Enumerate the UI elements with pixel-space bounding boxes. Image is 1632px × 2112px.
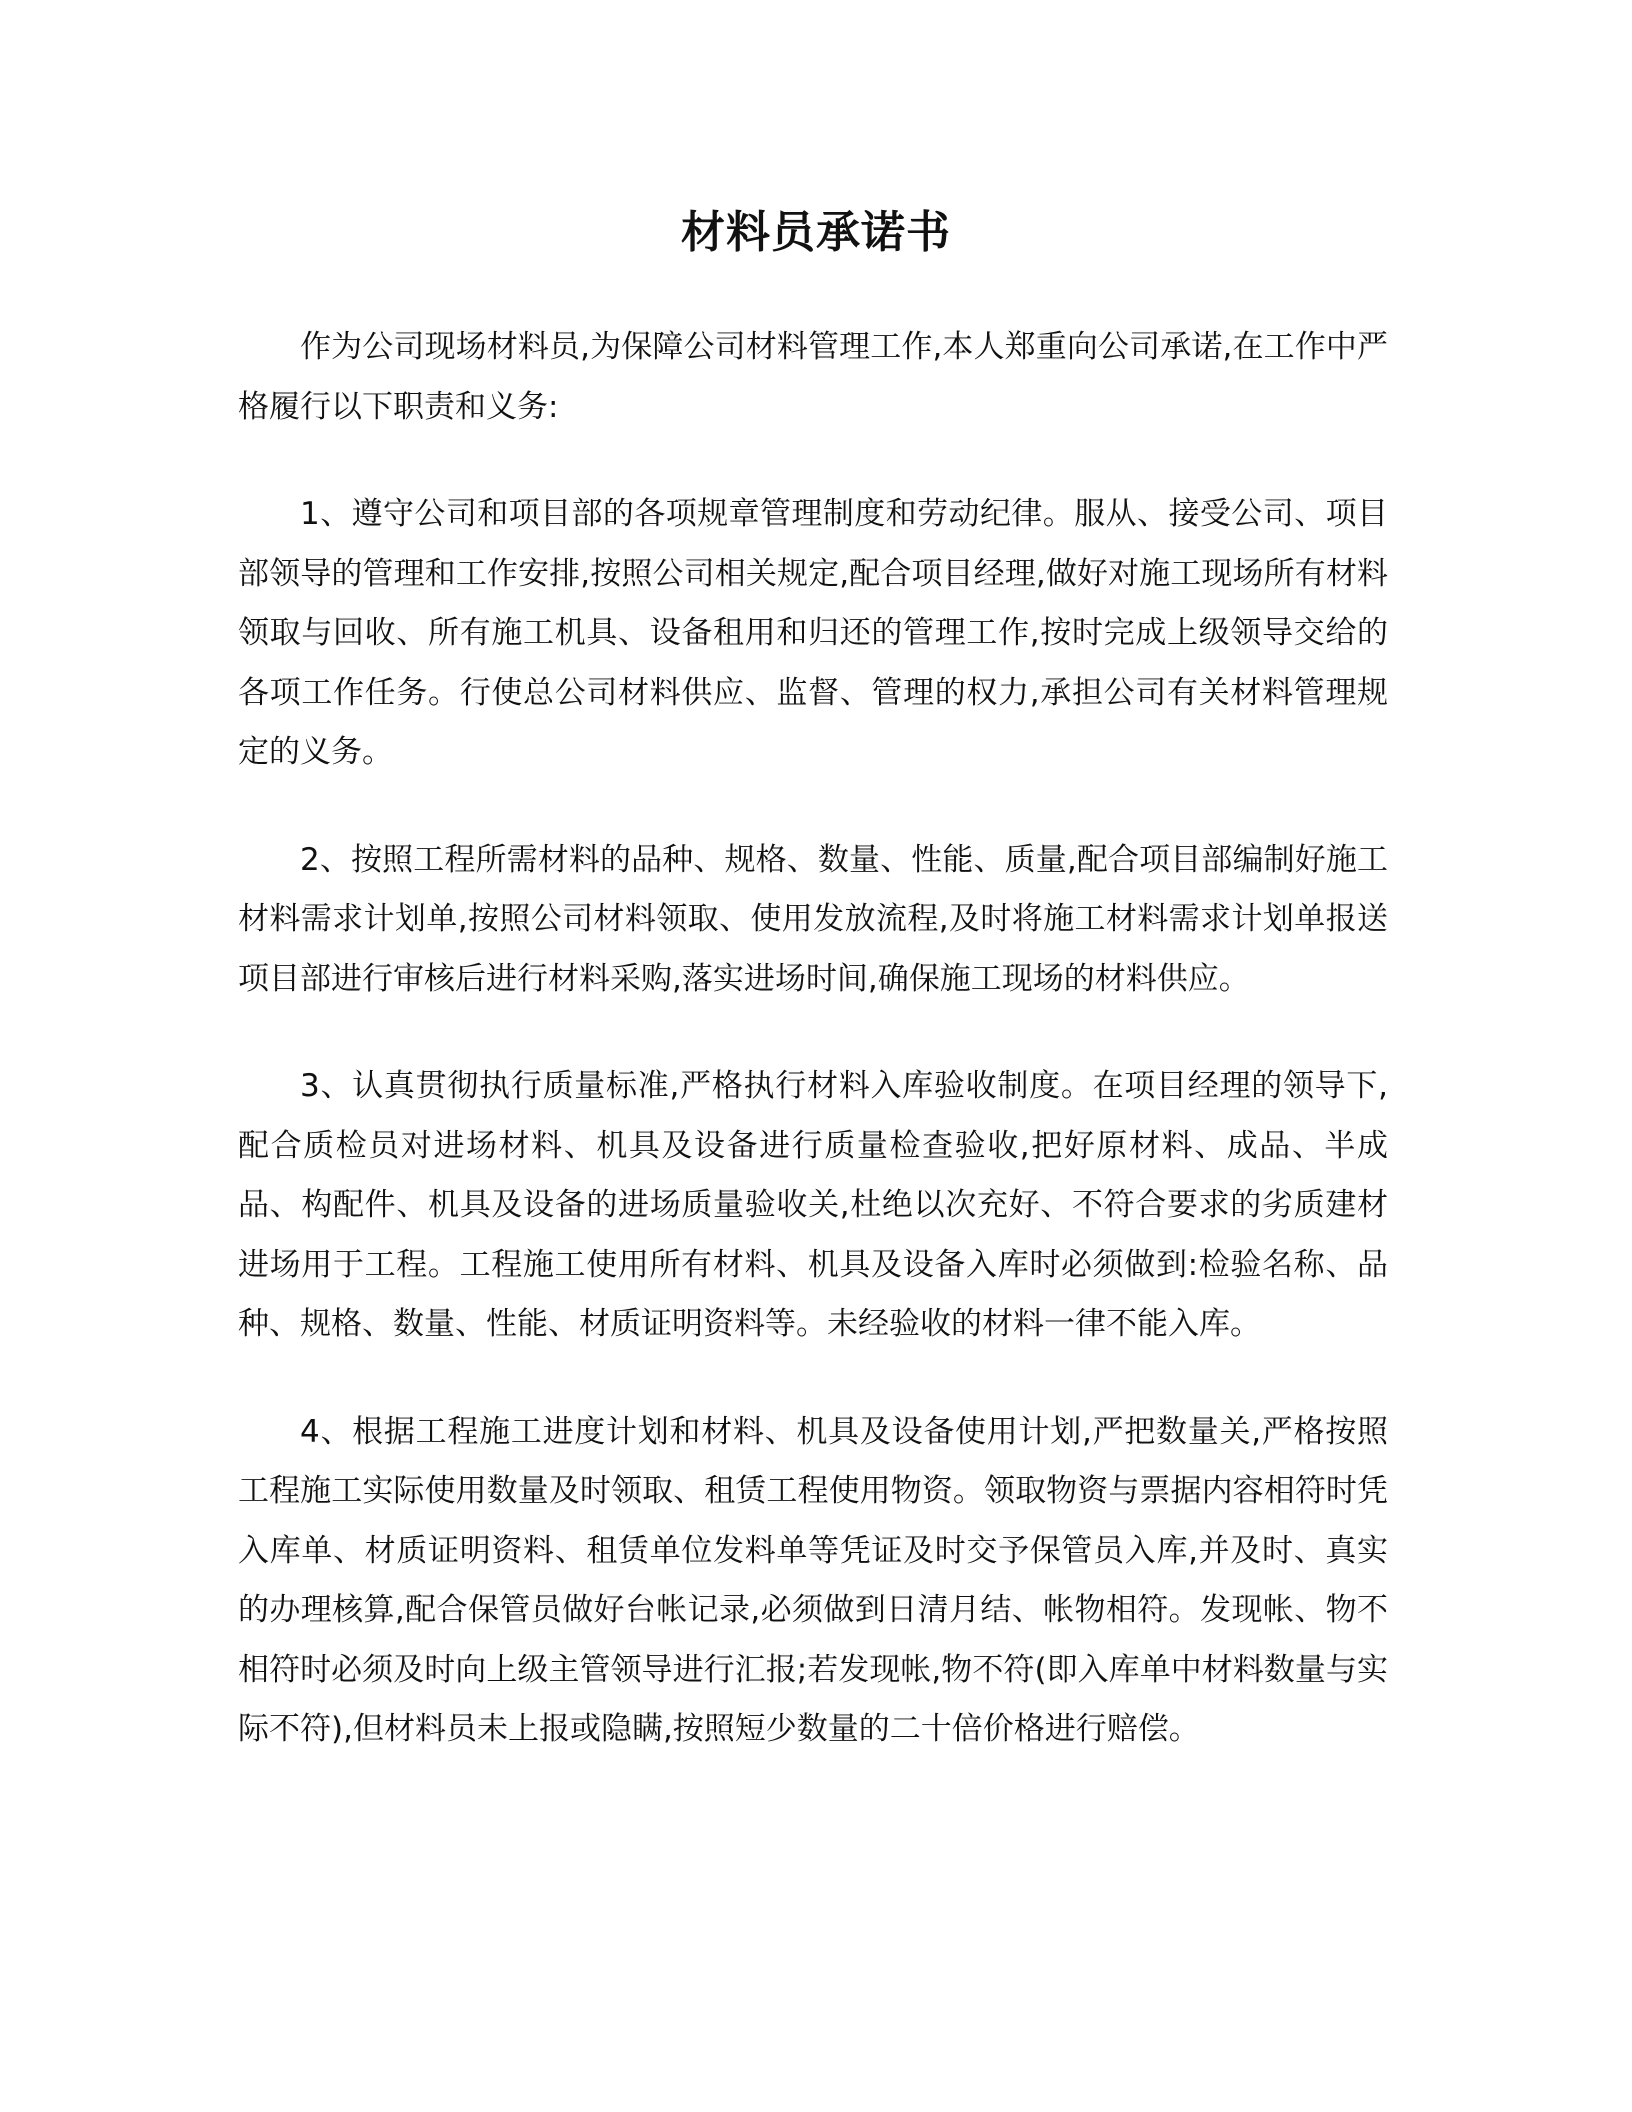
intro-paragraph: 作为公司现场材料员,为保障公司材料管理工作,本人郑重向公司承诺,在工作中严格履行以下职责和义务: [238, 329, 1388, 425]
document-title: 材料员承诺书 [681, 207, 951, 258]
clause-2-paragraph: 2、按照工程所需材料的品种、规格、数量、性能、质量,配合项目部编制好施工材料需求计划单,按照公司材料领取、使用发放流程,及时将施工材料需求计划单报送项目部进行审核后进行材料采购,落实进场时间,确保施工现场的材料供应。 [238, 841, 1388, 997]
document-body [238, 318, 1388, 1760]
clause-4-paragraph: 4、根据工程施工进度计划和材料、机具及设备使用计划,严把数量关,严格按照工程施工实际使用数量及时领取、租赁工程使用物资。领取物资与票据内容相符时凭入库单、材质证明资料、租赁单位发料单等凭证及时交予保管员入库,并及时、真实的办理核算,配合保管员做好台帐记录,必须做到日清月结、帐物相符。发现帐、物不相符时必须及时向上级主管领导进行汇报;若发现帐,物不符(即入库单中材料数量与实际不符),但材料员未上报或隐瞒,按照短少数量的二十倍价格进行赔偿。 [238, 1413, 1388, 1747]
clause-1-paragraph: 1、遵守公司和项目部的各项规章管理制度和劳动纪律。服从、接受公司、项目部领导的管理和工作安排,按照公司相关规定,配合项目经理,做好对施工现场所有材料领取与回收、所有施工机具、设备租用和归还的管理工作,按时完成上级领导交给的各项工作任务。行使总公司材料供应、监督、管理的权力,承担公司有关材料管理规定的义务。 [238, 496, 1388, 770]
clause-3-paragraph: 3、认真贯彻执行质量标准,严格执行材料入库验收制度。在项目经理的领导下,配合质检员对进场材料、机具及设备进行质量检查验收,把好原材料、成品、半成品、构配件、机具及设备的进场质量验收关,杜绝以次充好、不符合要求的劣质建材进场用于工程。工程施工使用所有材料、机具及设备入库时必须做到:检验名称、品种、规格、数量、性能、材质证明资料等。未经验收的材料一律不能入库。 [238, 1068, 1388, 1342]
